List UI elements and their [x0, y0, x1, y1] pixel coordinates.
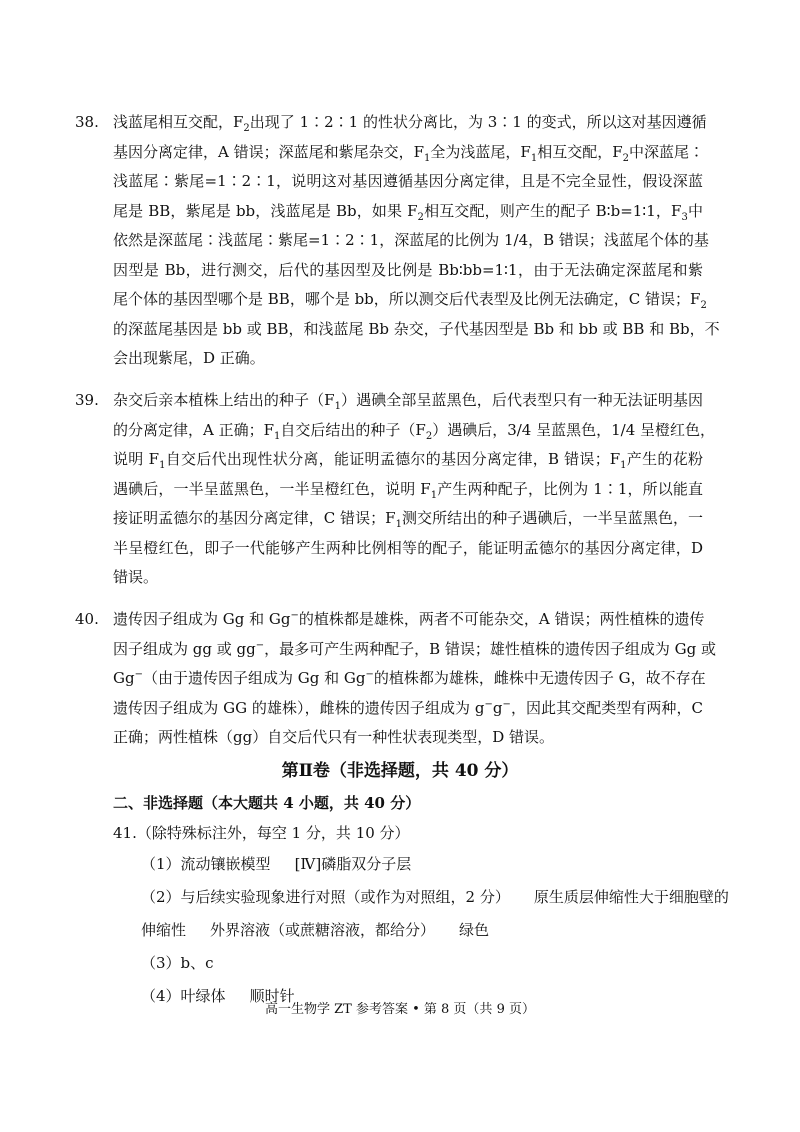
answer-blank: 原生质层伸缩性大于细胞壁的	[533, 888, 729, 906]
answer-line: 依然是深蓝尾∶浅蓝尾∶紫尾=1∶2∶1，深蓝尾的比例为 1/4，B 错误；浅蓝尾个体的基	[113, 231, 709, 249]
answer-line: 说明 $F_1$自交后代出现性状分离，能证明孟德尔的基因分离定律，B 错误；$F_1$产生的花粉	[113, 450, 703, 471]
answer-line: 尾个体的基因型哪个是 BB，哪个是 bb，所以测交后代表型及比例无法确定，C 错误；$F_2$	[113, 290, 707, 311]
superscript: −	[484, 698, 493, 710]
sub-answer-number: （4）	[141, 987, 181, 1005]
question-number: 39.	[75, 391, 99, 409]
answer-item-40	[75, 605, 717, 753]
answer-blank: 与后续实验现象进行对照（或作为对照组，2 分）	[180, 888, 510, 906]
answer-line: 浅蓝尾相互交配，$F_2$出现了 1∶2∶1 的性状分离比，为 3∶1 的变式，所以这对基因遵循	[113, 113, 707, 134]
superscript: −	[365, 669, 374, 680]
subscript: 2	[425, 430, 433, 442]
answer-line: 基因分离定律，A 错误；深蓝尾和紫尾杂交，$F_1$全为浅蓝尾，$F_1$相互交配，$F_2$中深蓝尾∶	[113, 142, 704, 164]
answer-line: 因子组成为 gg 或 gg−，最多可产生两种配子，B 错误；雄性植株的遗传因子组成为 Gg 或	[113, 639, 717, 658]
answer-line: Gg−（由于遗传因子组成为 Gg 和 Gg−的植株都为雄株，雌株中无遗传因子 G，故不存在	[113, 669, 706, 687]
answer-item-38	[75, 108, 720, 374]
sub-answer-continuation	[113, 914, 729, 947]
superscript: −	[502, 698, 511, 710]
answer-text	[113, 108, 720, 374]
answer-blank: [Ⅳ]磷脂双分子层	[294, 855, 412, 873]
sub-answer	[113, 881, 729, 914]
subscript: 3	[681, 211, 688, 223]
subscript: 1	[159, 460, 166, 471]
subscript: 2	[622, 152, 629, 164]
subscript: 1	[334, 401, 341, 412]
answer-line: 错误。	[113, 568, 159, 586]
answer-line: 的深蓝尾基因是 bb 或 BB，和浅蓝尾 Bb 杂交，子代基因型是 Bb 和 bb 或 BB 和 Bb，不	[113, 319, 720, 338]
answer-line: 正确；两性植株（gg）自交后代只有一种性状表现类型，D 错误。	[113, 728, 555, 746]
part-title: 二、非选择题（本大题共 4 小题，共 40 分）	[113, 794, 421, 812]
answer-blank: 绿色	[459, 921, 490, 939]
sub-answer-number: （2）	[141, 888, 181, 906]
answer-blank: b、c	[180, 954, 214, 972]
sub-answer-number: （1）	[141, 855, 181, 873]
answer-blank: 顺时针	[249, 987, 295, 1005]
superscript: −	[134, 669, 143, 680]
answer-line: 的分离定律，A 正确；$F_1$自交后结出的种子$(F_2)$遇碘后，3/4 呈蓝黑色，1/4 呈橙红色，	[113, 420, 716, 442]
superscript: −	[290, 610, 299, 621]
answer-line: 半呈橙红色，即子一代能够产生两种比例相等的配子，能证明孟德尔的基因分离定律，D	[113, 538, 703, 557]
answer-line: 遇碘后，一半呈蓝黑色，一半呈橙红色，说明 $F_1$产生两种配子，比例为 1∶1，所以能直	[113, 479, 703, 501]
answer-line: 遗传因子组成为 GG 的雄株），雌株的遗传因子组成为 g−g−，因此其交配类型有两种，C	[113, 698, 703, 717]
question-number: 40.	[75, 610, 99, 628]
page-footer: 高一生物学 ZT 参考答案 • 第 8 页（共 9 页）	[265, 1002, 535, 1017]
answer-blank: 流动镶嵌模型	[180, 855, 271, 873]
subscript: 1	[430, 489, 438, 501]
question-number: 38.	[75, 113, 99, 131]
answer-text	[113, 605, 717, 753]
subscript: 1	[424, 152, 431, 164]
answer-line: 遗传因子组成为 Gg 和 Gg−的植株都是雄株，两者不可能杂交，A 错误；两性植株的遗传	[113, 610, 705, 628]
answer-item-39	[75, 386, 716, 593]
subscript: 2	[700, 300, 707, 311]
answer-blank: 伸缩性	[141, 921, 187, 939]
answer-line: 杂交后亲本植株上结出的种子$(F_1)$遇碘全部呈蓝黑色，后代表型只有一种无法证明基因	[113, 391, 703, 412]
answer-line: 接证明孟德尔的基因分离定律，C 错误；$F_1$测交所结出的种子遇碘后，一半呈蓝黑色，一	[113, 509, 703, 530]
subscript: 1	[395, 519, 402, 530]
sub-answer-number: （3）	[141, 954, 181, 972]
answer-item-41	[113, 818, 729, 1013]
sub-answer	[113, 947, 729, 980]
subscript: 1	[530, 152, 538, 164]
subscript: 2	[417, 211, 424, 223]
answer-text	[113, 386, 716, 593]
answer-line: 浅蓝尾∶紫尾=1∶2∶1，说明这对基因遵循基因分离定律，且是不完全显性，假设深蓝	[113, 172, 703, 190]
subscript: 1	[274, 430, 281, 442]
answer-line: 会出现紫尾，D 正确。	[113, 349, 265, 367]
question-header: 41.（除特殊标注外，每空 1 分，共 10 分）	[113, 824, 410, 842]
subscript: 2	[243, 123, 250, 134]
sub-answers	[113, 848, 729, 1013]
subscript: 1	[620, 460, 627, 471]
sub-answer	[113, 848, 729, 881]
answer-line: 因型是 Bb，进行测交，后代的基因型及比例是 Bb∶bb=1∶1，由于无法确定深蓝尾和紫	[113, 260, 703, 279]
section-title: 第Ⅱ卷（非选择题，共 40 分）	[281, 761, 519, 781]
answer-blank: 外界溶液（或蔗糖溶液，都给分）	[210, 921, 436, 939]
superscript: −	[255, 639, 265, 651]
answer-line: 尾是 BB，紫尾是 bb，浅蓝尾是 Bb，如果 $F_2$相互交配，则产生的配子 B∶b=1∶1，$F_3$中	[113, 201, 703, 223]
answer-blank: 叶绿体	[180, 987, 226, 1005]
